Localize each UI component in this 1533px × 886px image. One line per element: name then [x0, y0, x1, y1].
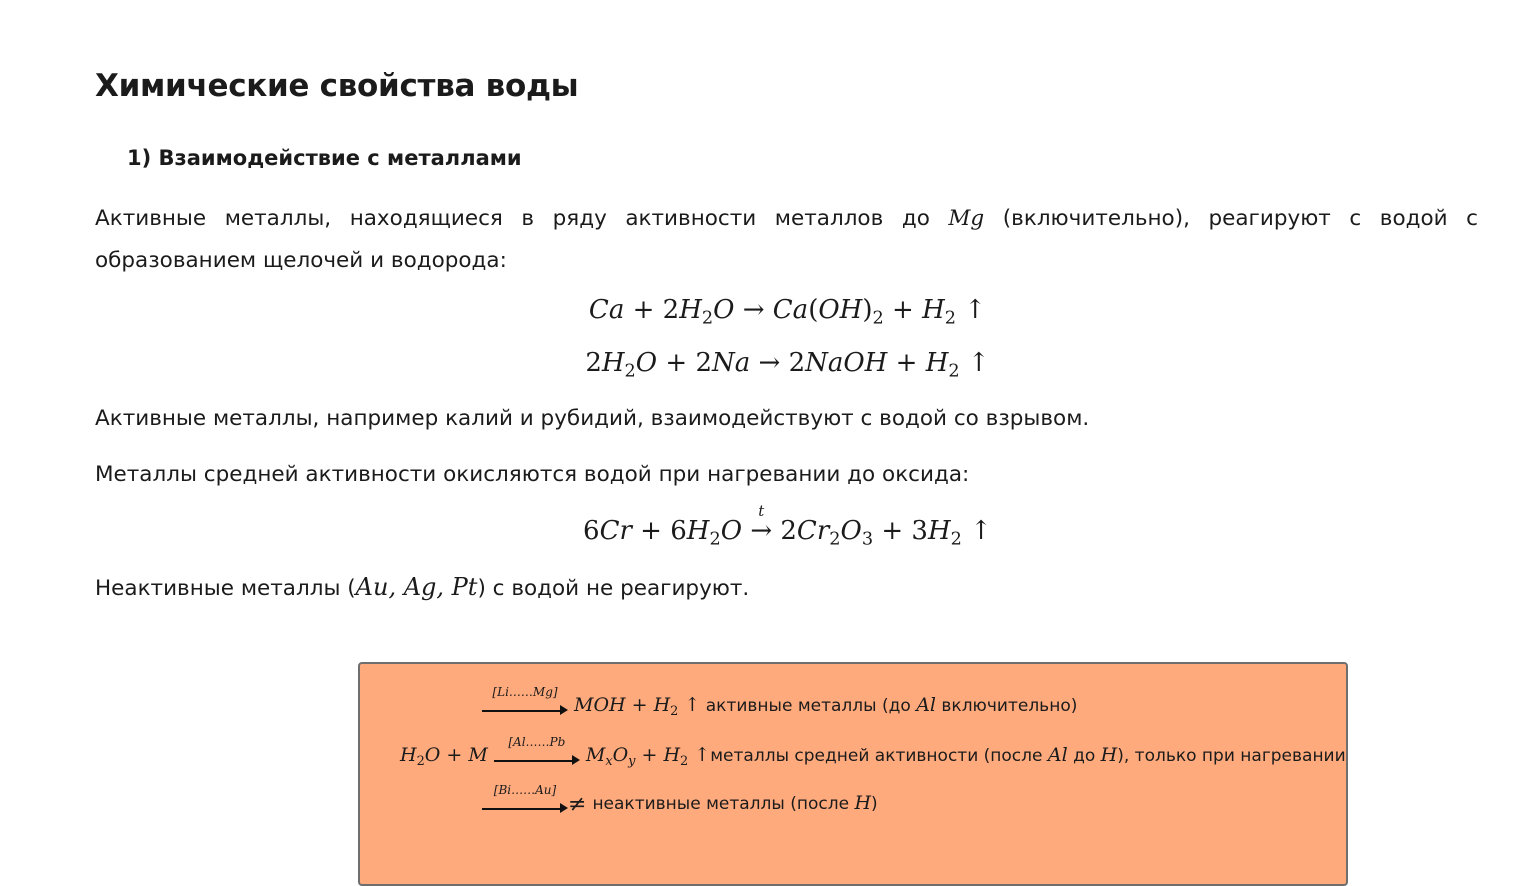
equation-sodium: $2H_2O + 2Na$ → 2NaOH + $H_2$ ↑: [585, 348, 990, 382]
metal-symbol-mg: Mg: [948, 206, 985, 231]
reaction-arrow: [494, 735, 580, 766]
reaction-arrow: [482, 783, 568, 814]
paragraph-medium-metals: Металлы средней активности окисляются водой при нагревании до оксида:: [95, 462, 970, 487]
p4-text-after: ) с водой не реагируют.: [477, 576, 750, 601]
product-formula: $M_xO_y + H_2$ ↑: [585, 744, 711, 769]
section-heading-metals: 1) Взаимодействие с металлами: [127, 146, 522, 170]
paragraph-inactive-metals: [95, 573, 749, 601]
row-description: активные металлы (до Al включительно): [705, 694, 1078, 716]
paragraph-active-metals: [95, 198, 1478, 282]
summary-row-inactive: [482, 783, 878, 817]
reactants-formula: $H_2O + M$: [400, 744, 488, 769]
summary-row-medium: [400, 735, 1346, 769]
product-formula: MOH + $H_2$ ↑: [574, 694, 701, 719]
summary-row-active: [482, 685, 1078, 719]
row-description: неактивные металлы (после H): [592, 792, 878, 814]
p1-text-after: (включительно), реагируют с водой с образованием щелочей и водорода:: [95, 206, 1478, 273]
equation-calcium: $Ca + 2H_2O \to Ca(OH)_2 + H_2$ ↑: [588, 295, 987, 329]
arrow-label: [Bi……Au]: [493, 783, 557, 797]
arrow-label: [Li……Mg]: [492, 685, 558, 699]
page-title: Химические свойства воды: [95, 68, 579, 104]
equation-chromium: $6Cr + 6H_2O$ t → $2Cr_2O_3 + 3H_2$ ↑: [583, 502, 992, 550]
p1-text-before: Активные металлы, находящиеся в ряду активности металлов до: [95, 206, 949, 231]
no-reaction-sign: ≠: [568, 792, 587, 817]
row-description: металлы средней активности (после Al до H), только при нагревании: [710, 744, 1346, 766]
p4-text-before: Неактивные металлы (: [95, 576, 356, 601]
heating-arrow: t →: [750, 502, 773, 546]
paragraph-explosive-metals: Активные металлы, например калий и рубидий, взаимодействуют с водой со взрывом.: [95, 406, 1090, 431]
summary-box: [358, 662, 1348, 886]
reaction-arrow: [482, 685, 568, 716]
heating-condition: t: [758, 502, 765, 520]
arrow-label: [Al……Pb: [508, 735, 566, 749]
inactive-metal-symbols: Au, Ag, Pt: [355, 573, 478, 601]
